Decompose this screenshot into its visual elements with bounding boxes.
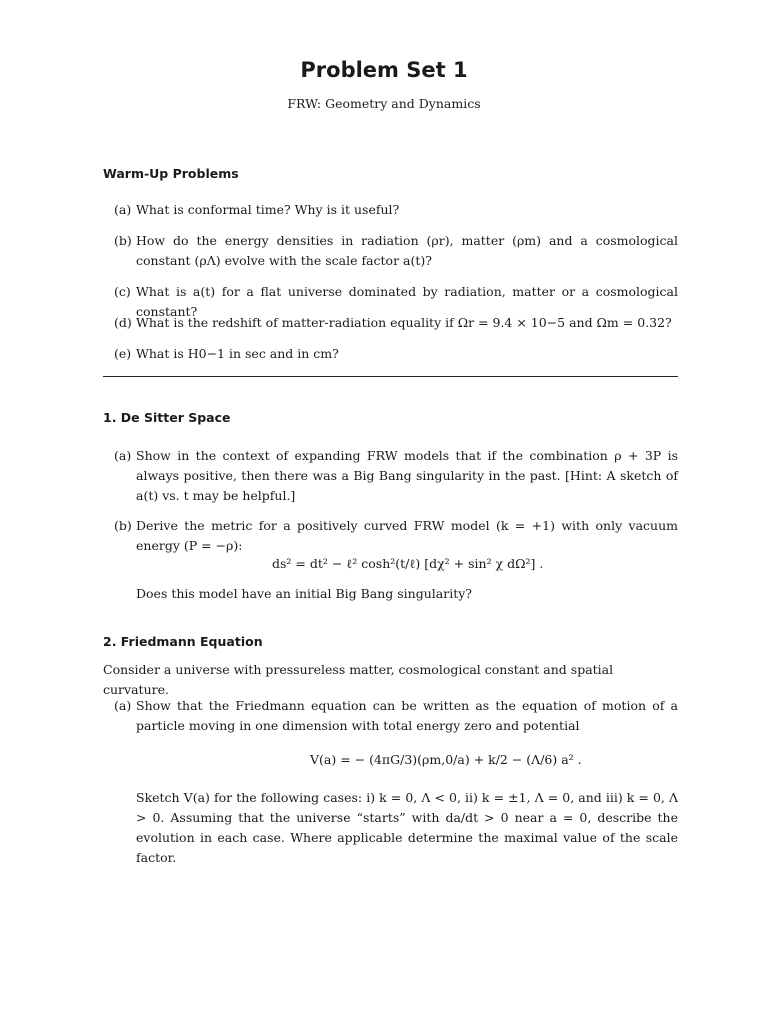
- item-label: (d): [114, 315, 132, 330]
- warmup-item-b: [114, 231, 678, 271]
- section-1-heading: 1. De Sitter Space: [103, 410, 231, 425]
- item-label: (e): [114, 346, 132, 361]
- warmup-item-d: [114, 313, 678, 333]
- warmup-item-a: [114, 200, 678, 220]
- item-text: What is a(t) for a flat universe dominated by radiation, matter or a cosmological constant?: [136, 284, 678, 319]
- de-sitter-metric-equation: ds² = dt² − ℓ² cosh²(t/ℓ) [dχ² + sin² χ dΩ²] .: [272, 556, 544, 571]
- section-divider: [103, 376, 678, 377]
- item-label: (b): [114, 233, 132, 248]
- item-label: (b): [114, 518, 132, 533]
- item-text: How do the energy densities in radiation (ρr), matter (ρm) and a cosmological constant (ρΛ) evolve with the scale factor a(t)?: [136, 233, 678, 268]
- page-subtitle: FRW: Geometry and Dynamics: [287, 96, 481, 111]
- item-label: (c): [114, 284, 131, 299]
- section-1-followup: Does this model have an initial Big Bang singularity?: [136, 586, 472, 601]
- item-text: What is H0−1 in sec and in cm?: [136, 346, 339, 361]
- item-label: (a): [114, 448, 132, 463]
- section-2-heading: 2. Friedmann Equation: [103, 634, 263, 649]
- warmup-heading: Warm-Up Problems: [103, 166, 239, 181]
- item-text: What is the redshift of matter-radiation equality if Ωr = 9.4 × 10−5 and Ωm = 0.32?: [136, 315, 672, 330]
- item-label: (a): [114, 698, 132, 713]
- item-text: Show in the context of expanding FRW models that if the combination ρ + 3P is always positive, then there was a Big Bang singularity in the past. [Hint: A sketch of a(t) vs. t may be helpful.]: [136, 448, 678, 503]
- section-1-item-a: [114, 446, 678, 506]
- item-text: Show that the Friedmann equation can be written as the equation of motion of a particle moving in one dimension with total energy zero and potential: [136, 698, 678, 733]
- item-text: Derive the metric for a positively curved FRW model (k = +1) with only vacuum energy (P = −ρ):: [136, 518, 678, 553]
- section-2-intro: Consider a universe with pressureless matter, cosmological constant and spatial curvature.: [103, 662, 614, 697]
- item-label: (a): [114, 202, 132, 217]
- warmup-item-e: [114, 344, 678, 364]
- potential-equation: V(a) = − (4πG/3)(ρm,0/a) + k/2 − (Λ/6) a² .: [310, 752, 582, 767]
- section-1-item-b: [114, 516, 678, 556]
- item-text: What is conformal time? Why is it useful?: [136, 202, 400, 217]
- section-2-item-a: [114, 696, 678, 736]
- section-2-sketch-instructions: Sketch V(a) for the following cases: i) k = 0, Λ < 0, ii) k = ±1, Λ = 0, and iii) k = 0, Λ > 0. Assuming that the universe “starts” with da/dt > 0 near a = 0, describe the evolution in each case. Where applicable determine the maximal value of the scale factor.: [136, 790, 678, 865]
- page-title: Problem Set 1: [300, 58, 468, 82]
